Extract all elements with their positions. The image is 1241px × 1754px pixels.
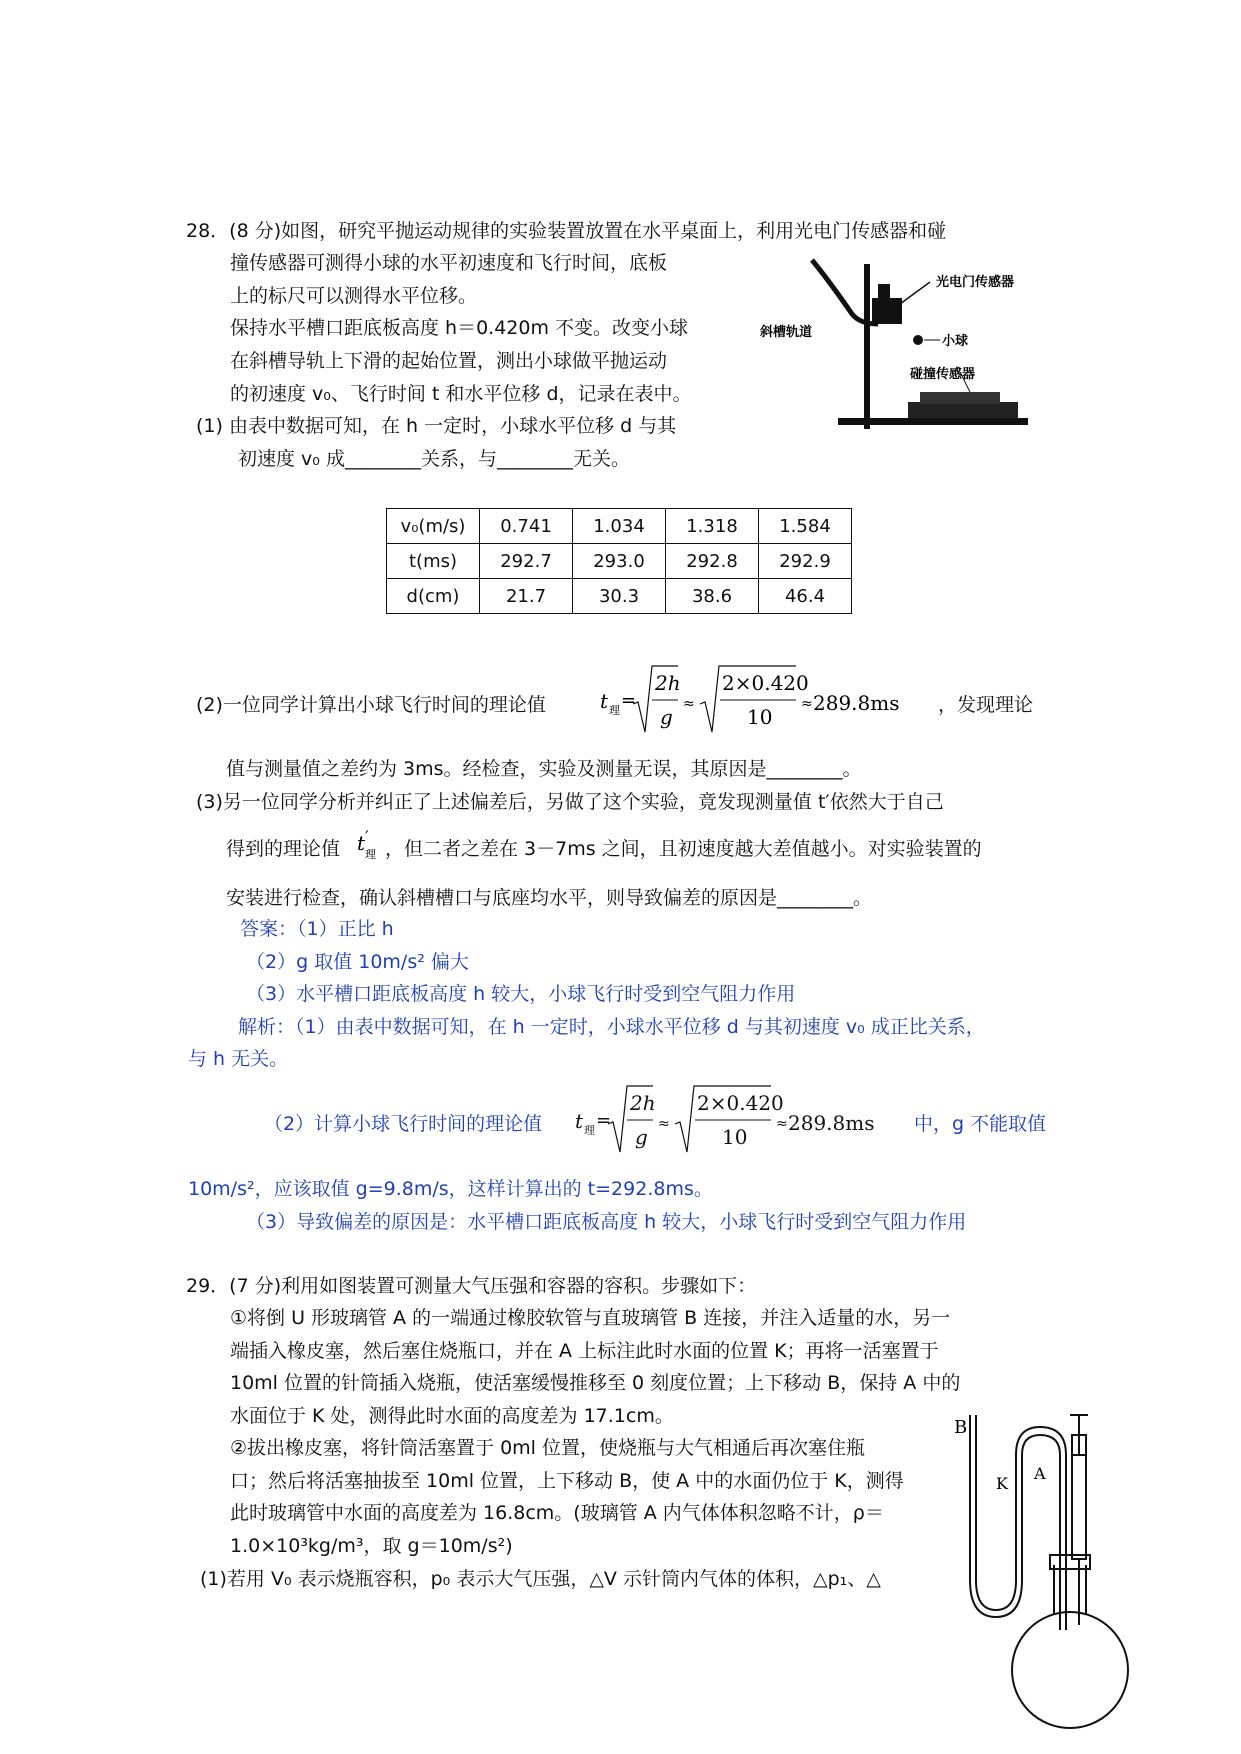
q28-line-2: 撞传感器可测得小球的水平初速度和飞行时间，底板 — [230, 252, 668, 274]
q28-part2-line2: 值与测量值之差约为 3ms。经检查，实验及测量无误，其原因是________。 — [226, 758, 862, 780]
q28-line-6: 的初速度 v₀、飞行时间 t 和水平位移 d，记录在表中。 — [230, 383, 692, 405]
q28-part3-line2b: ，但二者之差在 3－7ms 之间，且初速度越大差值越小。对实验装置的 — [385, 838, 982, 860]
analysis-formula — [575, 1080, 905, 1160]
table-cell: 38.6 — [666, 579, 759, 614]
q28-line-5: 在斜槽导轨上下滑的起始位置，测出小球做平抛运动 — [230, 350, 668, 372]
q29-line-3: 端插入橡皮塞，然后塞住烧瓶口，并在 A 上标注此时水面的位置 K；再将一活塞置于 — [230, 1340, 939, 1362]
a-formula-eq: = — [596, 1110, 612, 1131]
data-table — [386, 508, 852, 614]
svg-text:′: ′ — [365, 827, 369, 846]
table-cell: 0.741 — [480, 509, 573, 544]
q28-line-7: (1) 由表中数据可知，在 h 一定时，小球水平位移 d 与其 — [196, 415, 677, 437]
q28-line-4: 保持水平槽口距底板高度 h＝0.420m 不变。改变小球 — [230, 317, 689, 339]
label-chute-track: 斜槽轨道 — [760, 325, 813, 340]
table-cell: 293.0 — [573, 544, 666, 579]
table-cell: 30.3 — [573, 579, 666, 614]
label-ball: 小球 — [942, 334, 969, 349]
table-row — [387, 579, 852, 614]
answer-line-2: （2）g 取值 10m/s² 偏大 — [246, 951, 469, 973]
label-collision-sensor: 碰撞传感器 — [910, 367, 976, 382]
analysis-line-1: 解析：（1）由表中数据可知，在 h 一定时，小球水平位移 d 与其初速度 v₀ 成正比关系， — [238, 1016, 985, 1038]
table-row — [387, 544, 852, 579]
label-K: K — [996, 1474, 1008, 1493]
formula-approx1: ≈ — [683, 696, 695, 712]
q28-part2-suffix: ，发现理论 — [938, 694, 1034, 716]
analysis-line-3-suffix: 中，g 不能取值 — [914, 1113, 1047, 1135]
prime-sub: 理 — [365, 848, 376, 861]
formula-num2: 2×0.420 — [722, 671, 809, 695]
q28-part3-line1: (3)另一位同学分析并纠正了上述偏差后，另做了这个实验，竟发现测量值 t′依然大于自己 — [196, 791, 944, 813]
table-row-header: t(ms) — [387, 544, 480, 579]
q29-line-6: ②拔出橡皮塞，将针筒活塞置于 0ml 位置，使烧瓶与大气相通后再次塞住瓶 — [230, 1437, 865, 1459]
table-row-header: d(cm) — [387, 579, 480, 614]
q28-line-3: 上的标尺可以测得水平位移。 — [230, 285, 478, 307]
answer-line-3: （3）水平槽口距底板高度 h 较大，小球飞行时受到空气阻力作用 — [246, 983, 796, 1005]
a-formula-result: 289.8ms — [788, 1111, 875, 1135]
q29-line-4: 10ml 位置的针筒插入烧瓶，使活塞缓慢推移至 0 刻度位置；上下移动 B，保持 A 中的 — [230, 1372, 961, 1394]
formula-den2: 10 — [747, 705, 773, 729]
table-cell: 46.4 — [759, 579, 852, 614]
a-formula-approx1: ≈ — [658, 1116, 670, 1132]
table-cell: 1.034 — [573, 509, 666, 544]
formula-eq: = — [621, 690, 637, 711]
q29-line-7: 口；然后将活塞抽拔至 10ml 位置，上下移动 B，使 A 中的水面仍位于 K，测得 — [230, 1470, 904, 1492]
q29-line-9: 1.0×10³kg/m³，取 g＝10m/s²) — [230, 1535, 513, 1557]
q28-part2-prefix: (2)一位同学计算出小球飞行时间的理论值 — [196, 694, 546, 716]
projectile-apparatus-figure — [760, 252, 1035, 440]
a-formula-t: t — [575, 1109, 584, 1133]
q29-line-8: 此时玻璃管中水面的高度差为 16.8cm。(玻璃管 A 内气体体积忽略不计，ρ＝ — [230, 1502, 884, 1524]
formula-t: t — [600, 689, 609, 713]
analysis-line-2: 与 h 无关。 — [188, 1048, 289, 1070]
label-A: A — [1034, 1464, 1046, 1483]
table-row — [387, 509, 852, 544]
prime-t: t — [357, 831, 366, 855]
formula-result: 289.8ms — [813, 691, 900, 715]
formula-den1: g — [660, 705, 673, 729]
answer-line-1: 答案：（1）正比 h — [240, 918, 394, 940]
formula-approx2: ≈ — [801, 696, 813, 712]
q28-line-8: 初速度 v₀ 成________关系，与________无关。 — [238, 448, 630, 470]
table-cell: 292.7 — [480, 544, 573, 579]
q29-line-10: (1)若用 V₀ 表示烧瓶容积，p₀ 表示大气压强，△V 示针筒内气体的体积，△p₁、△ — [200, 1568, 881, 1590]
q28-part3-line2a: 得到的理论值 — [226, 838, 341, 860]
flask-utube-figure — [954, 1405, 1140, 1745]
table-cell: 1.584 — [759, 509, 852, 544]
a-formula-num1: 2h — [630, 1091, 656, 1115]
label-B: B — [954, 1417, 968, 1438]
analysis-line-3-prefix: （2）计算小球飞行时间的理论值 — [264, 1113, 543, 1135]
table-row-header: v₀(m/s) — [387, 509, 480, 544]
a-formula-den1: g — [635, 1125, 648, 1149]
a-formula-num2: 2×0.420 — [697, 1091, 784, 1115]
q28-line-1: 28．(8 分)如图，研究平抛运动规律的实验装置放置在水平桌面上，利用光电门传感器和碰 — [186, 220, 947, 242]
formula-sub: 理 — [609, 704, 620, 717]
q29-line-5: 水面位于 K 处，测得此时水面的高度差为 17.1cm。 — [230, 1405, 674, 1427]
table-cell: 292.8 — [666, 544, 759, 579]
analysis-line-4: 10m/s²，应该取值 g=9.8m/s，这样计算出的 t=292.8ms。 — [188, 1178, 713, 1200]
formula-num1: 2h — [655, 671, 681, 695]
q29-line-1: 29．(7 分)利用如图装置可测量大气压强和容器的容积。步骤如下： — [186, 1275, 757, 1297]
analysis-line-5: （3）导致偏差的原因是：水平槽口距底板高度 h 较大，小球飞行时受到空气阻力作用 — [246, 1211, 967, 1233]
q29-line-2: ①将倒 U 形玻璃管 A 的一端通过橡胶软管与直玻璃管 B 连接，并注入适量的水，另一 — [230, 1307, 951, 1329]
theory-time-prime — [355, 828, 385, 868]
label-photogate-sensor: 光电门传感器 — [936, 275, 1015, 290]
a-formula-sub: 理 — [584, 1124, 595, 1137]
a-formula-den2: 10 — [722, 1125, 748, 1149]
table-cell: 292.9 — [759, 544, 852, 579]
table-cell: 1.318 — [666, 509, 759, 544]
q28-part3-line3: 安装进行检查，确认斜槽槽口与底座均水平，则导致偏差的原因是________。 — [226, 887, 873, 909]
table-cell: 21.7 — [480, 579, 573, 614]
a-formula-approx2: ≈ — [776, 1116, 788, 1132]
